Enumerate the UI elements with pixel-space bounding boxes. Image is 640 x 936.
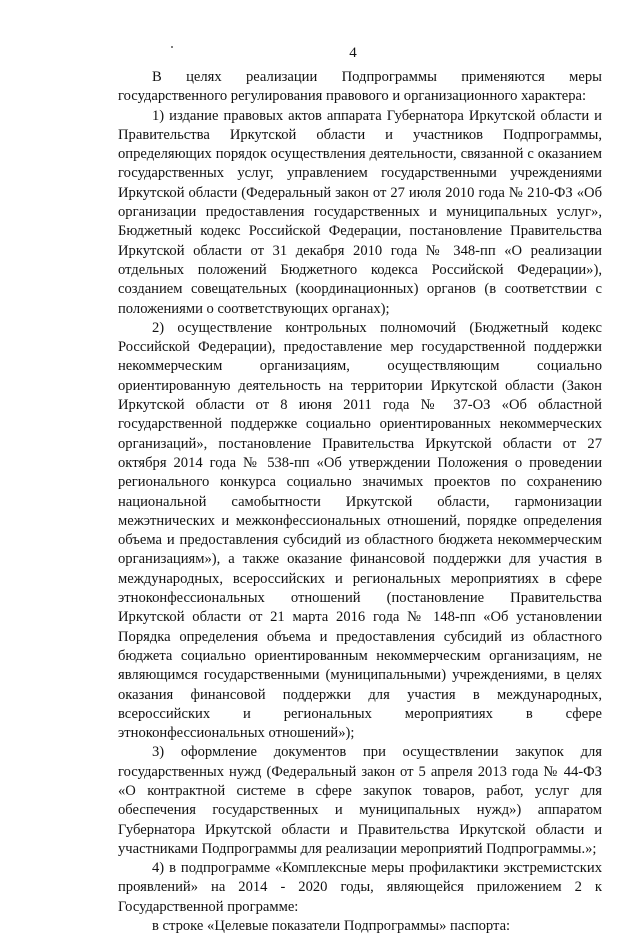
paragraph-item-2: 2) осуществление контрольных полномочий (Бюджетный кодекс Российской Федерации), предоставление мер государственной поддержки некоммерческим организациям, осуществляющим социально ориентированную деятельность на территории Иркутской области (Закон Иркутской области от 8 июня 2011 года № 37-ОЗ «Об областной государственной поддержке социально ориентированных некоммерческих организаций», постановление Правительства Иркутской области от 27 октября 2014 года № 538-пп «Об утверждении Положения о проведении регионального конкурса социально значимых проектов по сохранению национальной самобытности Иркутской области, гармонизации межэтнических и межконфессиональных отношений, порядке определения объема и предоставления субсидий из областного бюджета некоммерческим организациям»), а также оказание финансовой поддержки для участия в международных, всероссийских и региональных мероприятиях в сфере этноконфессиональных отношений (постановление Правительства Иркутской области от 21 марта 2016 года № 148-пп «Об установлении Порядка определения объема и предоставления субсидий из областного бюджета социально ориентированным некоммерческим организациям, не являющимся государственными (муниципальными) учреждениями, в целях оказания финансовой поддержки для участия в международных, всероссийских и региональных мероприятиях в сфере этноконфессиональных отношений»); <box>118 319 602 742</box>
paragraph-item-4: 4) в подпрограмме «Комплексные меры профилактики экстремистских проявлений» на 2014 - 2020 годы, являющейся приложением 2 к Государственной программе: <box>118 860 602 915</box>
paragraph-passport-line: в строке «Целевые показатели Подпрограммы» паспорта: <box>152 918 511 935</box>
paragraph-item-3: 3) оформление документов при осуществлении закупок для государственных нужд (Федеральный закон от 5 апреля 2013 года № 44-ФЗ «О контрактной системе в сфере закупок товаров, работ, услуг для обеспечения государственных и муниципальных нужд») аппаратом Губернатора Иркутской области и Правительства Иркутской области и участниками Подпрограммы для реализации мероприятий Подпрограммы.»; <box>118 744 602 857</box>
paragraph-intro: В целях реализации Подпрограммы применяются меры государственного регулирования правового и организационного характера: <box>118 69 602 105</box>
page-number: 4 <box>349 45 357 61</box>
document-body <box>118 68 602 936</box>
paragraph-item-1: 1) издание правовых актов аппарата Губернатора Иркутской области и Правительства Иркутской области и участников Подпрограммы, определяющих порядок осуществления деятельности, связанной с оказанием государственных услуг, управлением государственными учреждениями Иркутской области (Федеральный закон от 27 июля 2010 года № 210-ФЗ «Об организации предоставления государственных и муниципальных услуг», Бюджетный кодекс Российской Федерации, постановление Правительства Иркутской области от 31 декабря 2010 года № 348-пп «О реализации отдельных положений Бюджетного кодекса Российской Федерации»), созданием совещательных (координационных) органов (в соответствии с положениями о соответствующих органах); <box>118 107 602 317</box>
